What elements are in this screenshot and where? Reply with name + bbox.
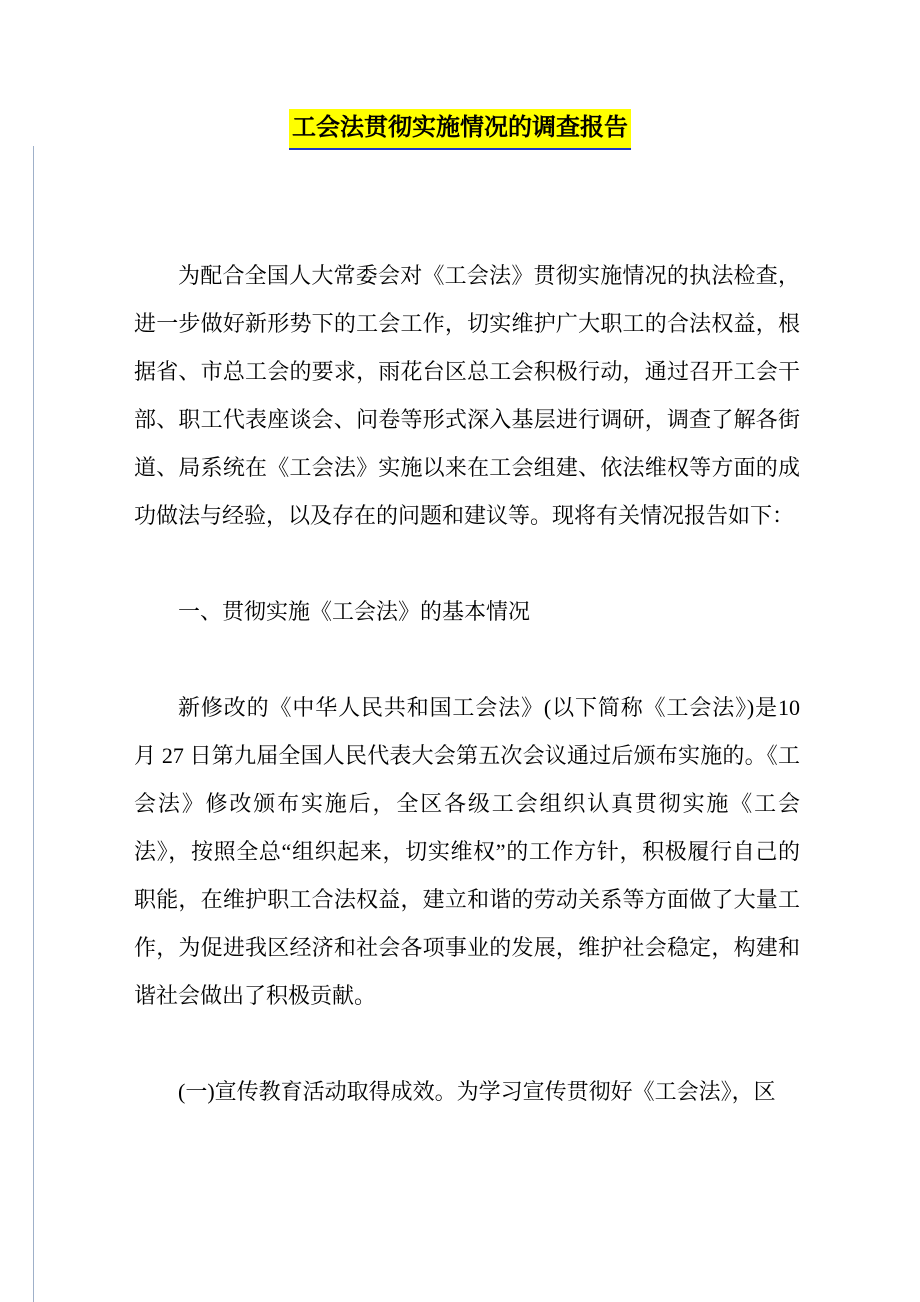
page-margin-line bbox=[33, 146, 34, 1302]
section-heading-1: 一、贯彻实施《工会法》的基本情况 bbox=[178, 599, 531, 624]
document-title-text: 工会法贯彻实施情况的调查报告 bbox=[289, 109, 631, 150]
paragraph-section1-item1: (一)宣传教育活动取得成效。为学习宣传贯彻好《工会法》，区 bbox=[178, 1079, 776, 1104]
paragraph-intro: 为配合全国人大常委会对《工会法》贯彻实施情况的执法检查，进一步做好新形势下的工会工作，切实维护广大职工的合法权益，根据省、市总工会的要求，雨花台区总工会积极行动，通过召开工会干部、职工代表座谈会、问卷等形式深入基层进行调研，调查了解各街道、局系统在《工会法》实施以来在工会组建、依法维权等方面的成功做法与经验，以及存在的问题和建议等。现将有关情况报告如下： bbox=[134, 263, 800, 528]
paragraph-section1-overview: 新修改的《中华人民共和国工会法》(以下简称《工会法》)是10 月 27 日第九届全国人民代表大会第五次会议通过后颁布实施的。《工会法》修改颁布实施后，全区各级工会组织认真贯彻实施《工会法》，按照全总“组织起来，切实维权”的工作方针，积极履行自己的职能，在维护职工合法权益，建立和谐的劳动关系等方面做了大量工作，为促进我区经济和社会各项事业的发展，维护社会稳定，构建和谐社会做出了积极贡献。 bbox=[134, 695, 800, 1008]
document-title bbox=[0, 0, 920, 150]
